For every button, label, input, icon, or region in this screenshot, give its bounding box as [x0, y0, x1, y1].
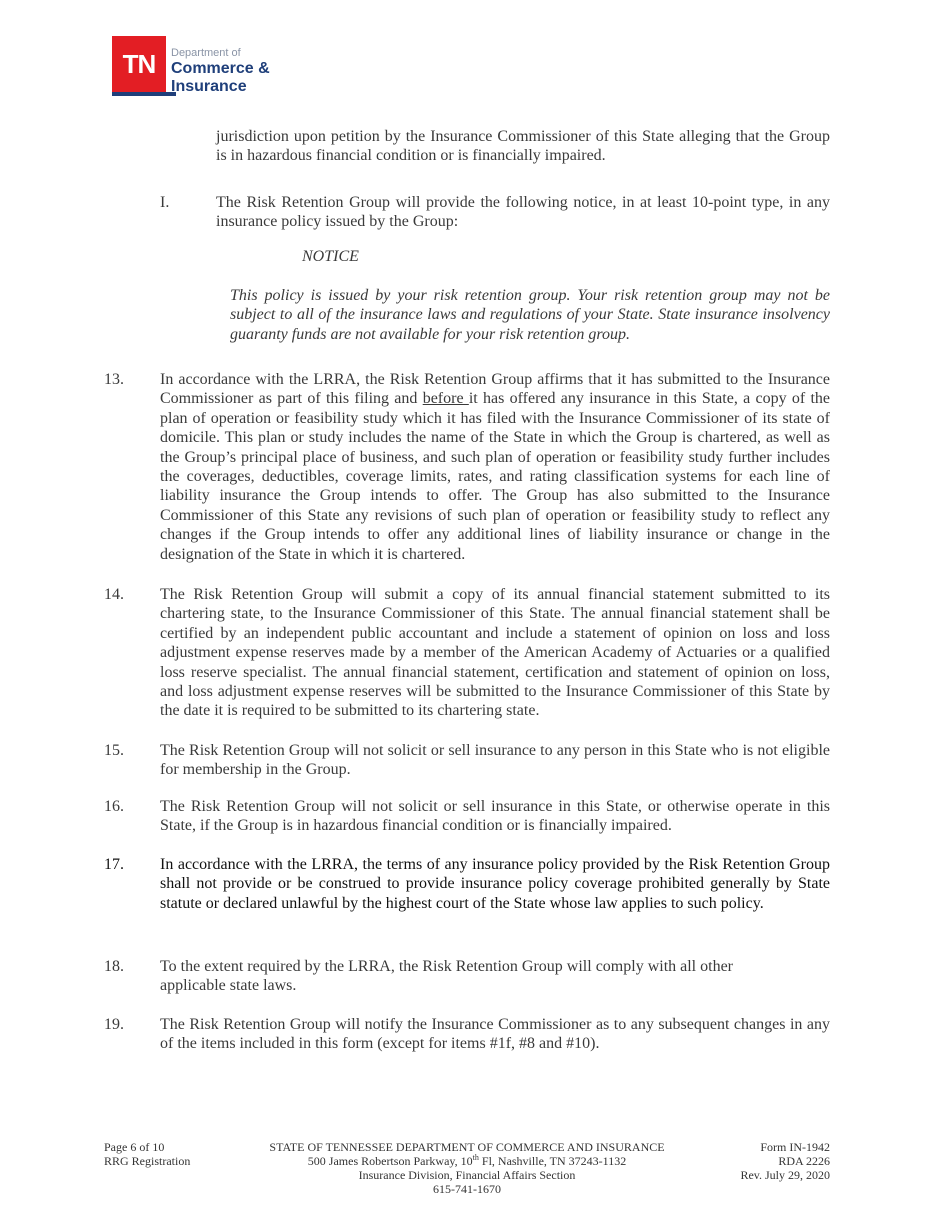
item-15-text: The Risk Retention Group will not solicit or sell insurance to any person in this State who is not eligible for membership in the Group. [160, 742, 830, 779]
logo-department-text: Department of [171, 47, 241, 59]
item-15-number: 15. [104, 742, 124, 759]
item-18-line-1: To the extent required by the LRRA, the Risk Retention Group will comply with all other [160, 958, 733, 975]
item-16-number: 16. [104, 798, 124, 815]
notice-title: NOTICE [302, 248, 359, 265]
item-13-text-end: it has offered any insurance in this State, a copy of the plan of operation or feasibility study which it has filed with the Insurance Commissioner of its state of domicile. This plan or study includes the name of the State in which the Group is chartered, as well as the Group’s principal place of business, and such plan of operation or feasibility study further includes the coverages, deductibles, coverage limits, rates, and rating classification systems for each line of liability insurance the Group intends to offer. The Group has also submitted to the Insurance Commissioner of this State any revisions of such plan of operation or feasibility study to reflect any changes if the Group intends to offer any additional lines of liability insurance or change in the designation of the State in which it is chartered. [160, 390, 831, 563]
item-18-line-2: applicable state laws. [160, 977, 297, 995]
item-13-text [160, 370, 830, 564]
item-16-text: The Risk Retention Group will not solicit or sell insurance in this State, or otherwise operate in this State, if the Group is in hazardous financial condition or is financially impaired. [160, 798, 830, 835]
item-17-number: 17. [104, 856, 124, 873]
item-i-label: I. [160, 194, 170, 211]
item-19-number: 19. [104, 1016, 124, 1033]
logo-insurance-text: Insurance [171, 78, 247, 95]
logo-commerce-text: Commerce & [171, 60, 270, 77]
item-14-number: 14. [104, 586, 124, 603]
item-13-underlined-word: before [422, 390, 469, 408]
item-i-text: The Risk Retention Group will provide the following notice, in at least 10-point type, in any insurance policy issued by the Group: [216, 194, 830, 231]
logo-underline [112, 92, 166, 96]
item-14-text: The Risk Retention Group will submit a copy of its annual financial statement submitted to its chartering state, to the Insurance Commissioner of this State. The annual financial statement shall be certified by an independent public accountant and include a statement of opinion on loss and loss adjustment expense reserves made by a member of the American Academy of Actuaries or a qualified loss reserve specialist. The annual financial statement, certification and statement of opinion on loss, and loss adjustment expense reserves will be submitted to the Insurance Commissioner of this State by the date it is required to be submitted to its chartering state. [160, 586, 830, 720]
footer-division: Insurance Division, Financial Affairs Section [358, 1168, 576, 1182]
item-13-number: 13. [104, 371, 124, 388]
footer-center [240, 1140, 694, 1196]
footer-address-start: 500 James Robertson Parkway, 10 [307, 1154, 473, 1168]
item-19-text: The Risk Retention Group will notify the Insurance Commissioner as to any subsequent changes in any of the items included in this form (except for items #1f, #8 and #10). [160, 1016, 830, 1053]
notice-text: This policy is issued by your risk retention group. Your risk retention group may not be subject to all of the insurance laws and regulations of your State. State insurance insolvency guaranty funds are not available for your risk retention group. [230, 287, 830, 343]
continued-paragraph: jurisdiction upon petition by the Insurance Commissioner of this State alleging that the Group is in hazardous financial condition or is financially impaired. [216, 128, 830, 165]
footer-address [240, 1154, 694, 1168]
item-13-text-start: In accordance with the LRRA, the Risk Retention Group affirms that it has submitted to the Insurance Commissioner as part of this filing and [160, 371, 830, 408]
footer-form-number: Form IN-1942 [760, 1140, 830, 1154]
item-17-text: In accordance with the LRRA, the terms of any insurance policy provided by the Risk Retention Group shall not provide or be construed to provide insurance policy coverage prohibited generally by State statute or declared unlawful by the highest court of the State whose law applies to such policy. [160, 856, 830, 912]
footer-doc-type: RRG Registration [104, 1154, 191, 1168]
footer-agency: STATE OF TENNESSEE DEPARTMENT OF COMMERCE AND INSURANCE [269, 1140, 665, 1154]
department-logo [112, 36, 282, 98]
footer-page-number: Page 6 of 10 [104, 1140, 165, 1154]
footer-right [680, 1140, 830, 1182]
item-18-text [160, 957, 830, 996]
tn-logo-mark: TN [112, 36, 166, 92]
footer-address-end: Fl, Nashville, TN 37243-1132 [478, 1154, 627, 1168]
footer-left [104, 1140, 254, 1168]
footer-phone: 615-741-1670 [433, 1182, 501, 1196]
footer-revision: Rev. July 29, 2020 [740, 1168, 830, 1182]
item-18-number: 18. [104, 958, 124, 975]
footer-address-sup: th [472, 1153, 479, 1162]
footer-rda: RDA 2226 [778, 1154, 830, 1168]
